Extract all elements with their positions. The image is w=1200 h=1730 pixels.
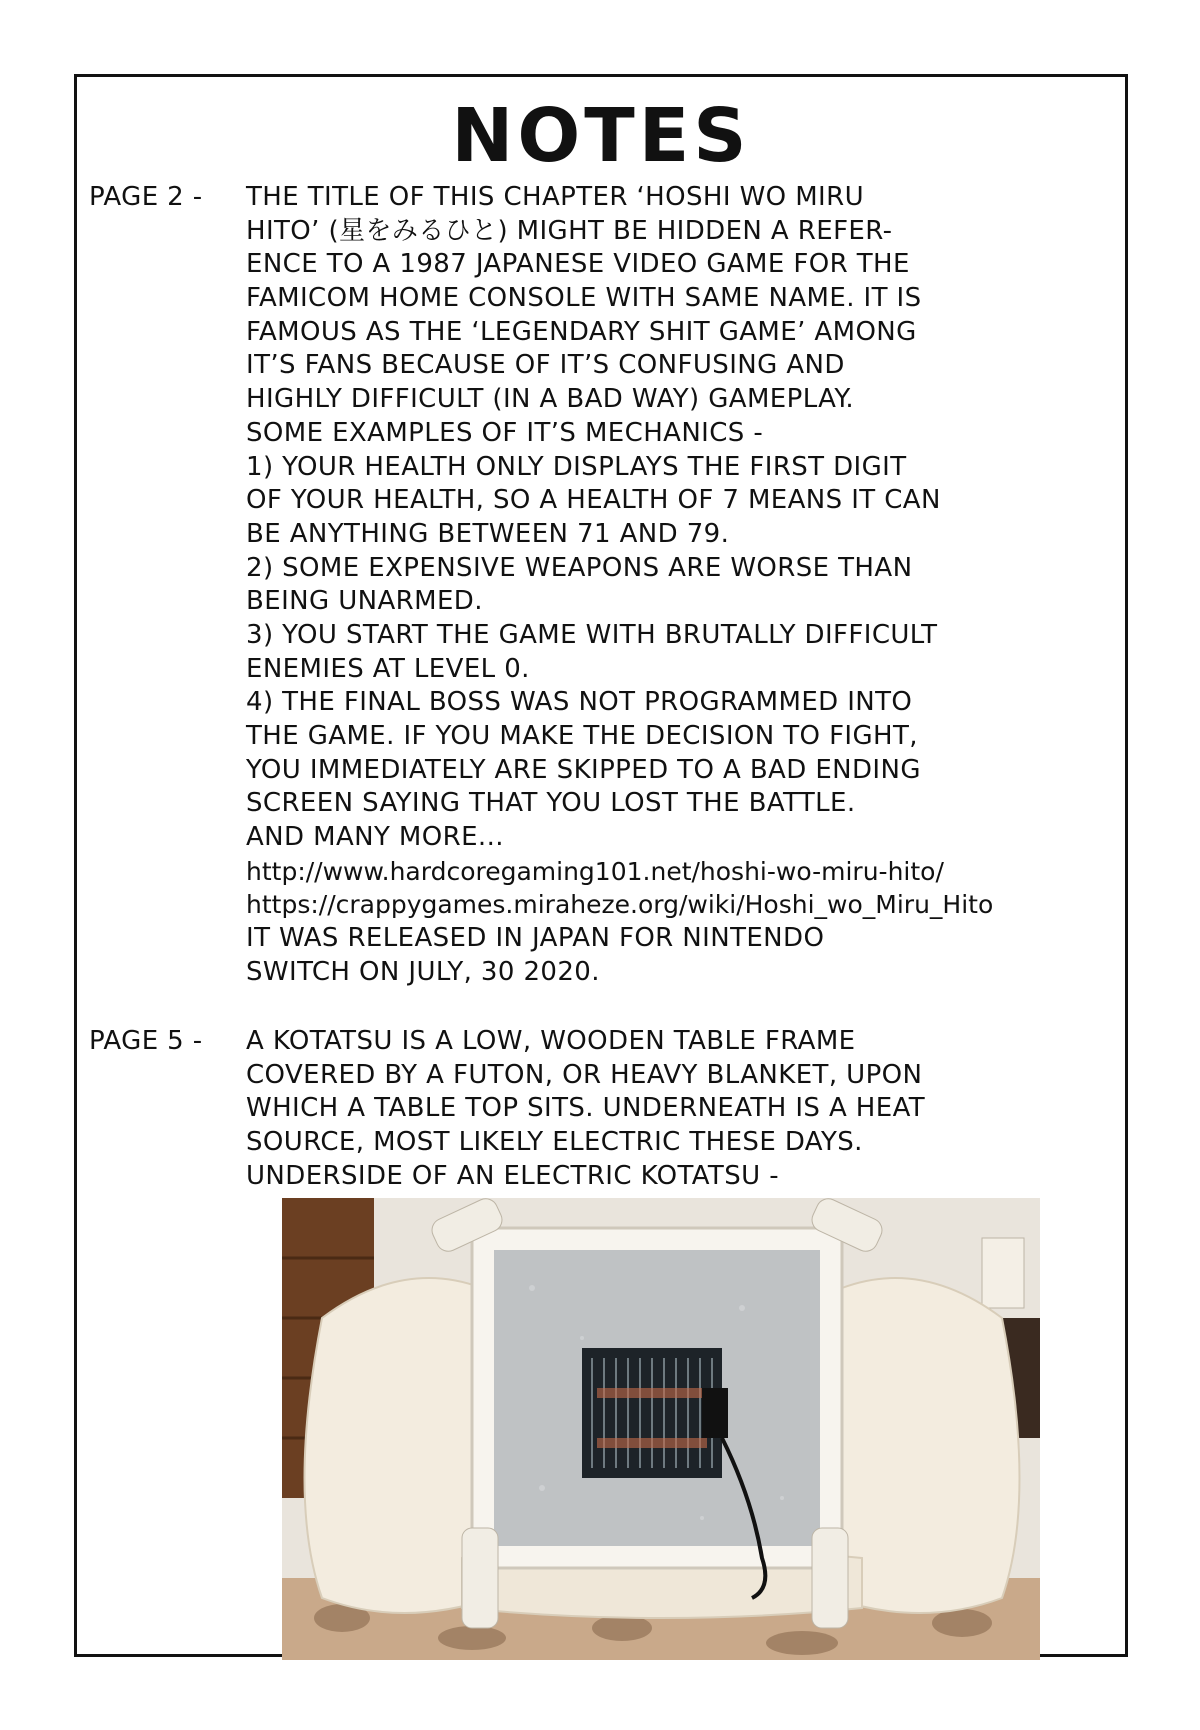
note-line: 3) YOU START THE GAME WITH BRUTALLY DIFFICULT [246, 619, 938, 650]
note-line: HIGHLY DIFFICULT (IN A BAD WAY) GAMEPLAY. [246, 384, 855, 415]
note-body [246, 181, 1113, 990]
note-line: IT WAS RELEASED IN JAPAN FOR NINTENDO [246, 923, 825, 954]
note-line: 2) SOME EXPENSIVE WEAPONS ARE WORSE THAN [246, 552, 913, 583]
note-line: SCREEN SAYING THAT YOU LOST THE BATTLE. [246, 788, 856, 819]
note-line: 4) THE FINAL BOSS WAS NOT PROGRAMMED INTO [246, 687, 913, 718]
note-body [246, 1025, 1113, 1193]
note-line: UNDERSIDE OF AN ELECTRIC KOTATSU - [246, 1160, 779, 1191]
note-label-text: PAGE 2 - [89, 182, 203, 212]
note-line: SOME EXAMPLES OF IT’S MECHANICS - [246, 417, 764, 448]
note-line: IT’S FANS BECAUSE OF IT’S CONFUSING AND [246, 350, 845, 381]
note-line: 1) YOUR HEALTH ONLY DISPLAYS THE FIRST DIGIT [246, 451, 907, 482]
note-line: SOURCE, MOST LIKELY ELECTRIC THESE DAYS. [246, 1127, 863, 1158]
url-link: http://www.hardcoregaming101.net/hoshi-wo-miru-hito/ [246, 856, 944, 886]
note-line: OF YOUR HEALTH, SO A HEALTH OF 7 MEANS IT CAN [246, 485, 941, 516]
note-label [89, 1025, 239, 1059]
note-line: FAMOUS AS THE ‘LEGENDARY SHIT GAME’ AMONG [246, 316, 917, 347]
note-line: HITO’ (星をみるひと) MIGHT BE HIDDEN A REFER- [246, 215, 893, 246]
note-line: BE ANYTHING BETWEEN 71 AND 79. [246, 518, 730, 549]
kotatsu-photo [282, 1198, 1040, 1660]
note-line: WHICH A TABLE TOP SITS. UNDERNEATH IS A HEAT [246, 1093, 926, 1124]
note-line: ENCE TO A 1987 JAPANESE VIDEO GAME FOR THE [246, 249, 910, 280]
note-line: YOU IMMEDIATELY ARE SKIPPED TO A BAD ENDING [246, 754, 921, 785]
note-line: FAMICOM HOME CONSOLE WITH SAME NAME. IT IS [246, 283, 922, 314]
note-line: THE GAME. IF YOU MAKE THE DECISION TO FIGHT, [246, 721, 918, 751]
note-line: BEING UNARMED. [246, 586, 483, 617]
url-link: https://crappygames.miraheze.org/wiki/Hoshi_wo_Miru_Hito [246, 890, 994, 920]
kotatsu-illustration [282, 1198, 1040, 1660]
note-line: AND MANY MORE... [246, 822, 504, 853]
note-line: A KOTATSU IS A LOW, WOODEN TABLE FRAME [246, 1026, 856, 1056]
note-line: ENEMIES AT LEVEL 0. [246, 653, 530, 684]
note-line: THE TITLE OF THIS CHAPTER ‘HOSHI WO MIRU [246, 182, 864, 212]
note-line: SWITCH ON JULY, 30 2020. [246, 956, 600, 987]
note-label-text: PAGE 5 - [89, 1026, 203, 1056]
note-line: COVERED BY A FUTON, OR HEAVY BLANKET, UPON [246, 1059, 923, 1090]
page-title: NOTES [451, 93, 751, 179]
note-label [89, 181, 239, 215]
